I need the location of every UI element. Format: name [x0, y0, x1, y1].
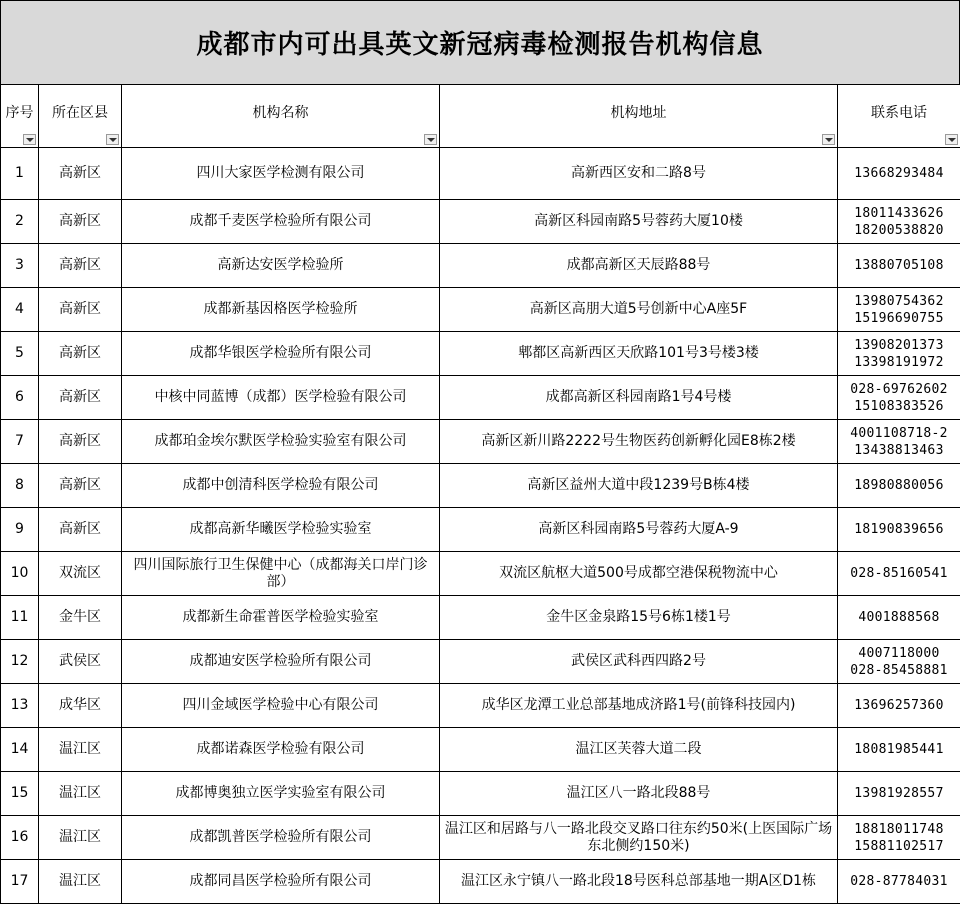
cell-phone[interactable]: [838, 200, 960, 244]
cell-address[interactable]: 高新区新川路2222号生物医药创新孵化园E8栋2楼: [440, 420, 838, 464]
cell-address[interactable]: 高新西区安和二路8号: [440, 148, 838, 200]
cell-phone[interactable]: [838, 332, 960, 376]
cell-seq[interactable]: 1: [1, 148, 39, 200]
table-row: [1, 200, 960, 244]
institution-table: [0, 84, 960, 904]
phone-number: 18011433626: [854, 205, 944, 221]
cell-seq[interactable]: 15: [1, 772, 39, 816]
table-row: [1, 288, 960, 332]
cell-seq[interactable]: 16: [1, 816, 39, 860]
cell-name[interactable]: 成都新基因格医学检验所: [122, 288, 440, 332]
cell-phone[interactable]: [838, 640, 960, 684]
cell-district[interactable]: 温江区: [39, 860, 122, 904]
cell-seq[interactable]: 14: [1, 728, 39, 772]
header-seq-label: 序号: [5, 104, 34, 121]
cell-district[interactable]: 高新区: [39, 464, 122, 508]
phone-number: 13398191972: [854, 354, 944, 370]
cell-address[interactable]: 温江区芙蓉大道二段: [440, 728, 838, 772]
cell-seq[interactable]: 17: [1, 860, 39, 904]
cell-seq[interactable]: 7: [1, 420, 39, 464]
cell-name[interactable]: 成都千麦医学检验所有限公司: [122, 200, 440, 244]
phone-number: 028-69762602: [850, 381, 948, 397]
cell-address[interactable]: 高新区益州大道中段1239号B栋4楼: [440, 464, 838, 508]
cell-address[interactable]: 温江区永宁镇八一路北段18号医科总部基地一期A区D1栋: [440, 860, 838, 904]
table-row: [1, 148, 960, 200]
phone-number: 13981928557: [854, 786, 944, 801]
cell-district[interactable]: 武侯区: [39, 640, 122, 684]
dropdown-filter-icon[interactable]: [822, 134, 835, 145]
cell-phone[interactable]: [838, 148, 960, 200]
phone-number: 15108383526: [854, 398, 944, 414]
table-row: [1, 640, 960, 684]
phone-number: 18980880056: [854, 478, 944, 493]
cell-district[interactable]: 双流区: [39, 552, 122, 596]
cell-address[interactable]: 金牛区金泉路15号6栋1楼1号: [440, 596, 838, 640]
cell-seq[interactable]: 4: [1, 288, 39, 332]
cell-district[interactable]: 高新区: [39, 148, 122, 200]
cell-phone[interactable]: [838, 772, 960, 816]
cell-district[interactable]: 成华区: [39, 684, 122, 728]
header-district: [39, 85, 122, 148]
table-row: [1, 816, 960, 860]
cell-district[interactable]: 温江区: [39, 816, 122, 860]
header-address-label: 机构地址: [610, 104, 667, 121]
cell-seq[interactable]: 12: [1, 640, 39, 684]
cell-phone[interactable]: [838, 420, 960, 464]
phone-number: 18190839656: [854, 522, 944, 537]
cell-name[interactable]: 成都中创清科医学检验有限公司: [122, 464, 440, 508]
phone-number: 18200538820: [854, 222, 944, 238]
cell-phone[interactable]: [838, 596, 960, 640]
cell-name[interactable]: 成都新生命霍普医学检验实验室: [122, 596, 440, 640]
cell-district[interactable]: 高新区: [39, 288, 122, 332]
cell-seq[interactable]: 6: [1, 376, 39, 420]
cell-seq[interactable]: 10: [1, 552, 39, 596]
cell-district[interactable]: 金牛区: [39, 596, 122, 640]
phone-number: 13908201373: [854, 337, 944, 353]
cell-name[interactable]: 四川大家医学检测有限公司: [122, 148, 440, 200]
cell-phone[interactable]: [838, 816, 960, 860]
table-row: [1, 464, 960, 508]
cell-seq[interactable]: 9: [1, 508, 39, 552]
table-row: [1, 772, 960, 816]
table-row: [1, 860, 960, 904]
cell-address[interactable]: 高新区科园南路5号蓉药大厦10楼: [440, 200, 838, 244]
dropdown-filter-icon[interactable]: [23, 134, 36, 145]
cell-address[interactable]: 温江区和居路与八一路北段交叉路口往东约50米(上医国际广场东北侧约150米): [440, 816, 838, 860]
cell-district[interactable]: 温江区: [39, 728, 122, 772]
phone-number: 15881102517: [854, 838, 944, 854]
header-seq: [1, 85, 39, 148]
cell-seq[interactable]: 13: [1, 684, 39, 728]
phone-number: 028-85458881: [850, 662, 948, 678]
phone-number: 18818011748: [854, 821, 944, 837]
cell-name[interactable]: 四川国际旅行卫生保健中心（成都海关口岸门诊部）: [122, 552, 440, 596]
table-row: [1, 376, 960, 420]
cell-phone[interactable]: [838, 728, 960, 772]
cell-phone[interactable]: [838, 244, 960, 288]
cell-address[interactable]: 成都高新区科园南路1号4号楼: [440, 376, 838, 420]
cell-district[interactable]: 高新区: [39, 244, 122, 288]
cell-address[interactable]: 成华区龙潭工业总部基地成济路1号(前锋科技园内): [440, 684, 838, 728]
dropdown-filter-icon[interactable]: [106, 134, 119, 145]
sheet-title: 成都市内可出具英文新冠病毒检测报告机构信息: [0, 0, 960, 85]
phone-number: 13880705108: [854, 258, 944, 273]
cell-name[interactable]: 成都高新华曦医学检验实验室: [122, 508, 440, 552]
cell-address[interactable]: 高新区科园南路5号蓉药大厦A-9: [440, 508, 838, 552]
cell-seq[interactable]: 11: [1, 596, 39, 640]
cell-name[interactable]: 成都迪安医学检验所有限公司: [122, 640, 440, 684]
phone-number: 13438813463: [854, 442, 944, 458]
phone-number: 18081985441: [854, 742, 944, 757]
header-address: [440, 85, 838, 148]
cell-district[interactable]: 高新区: [39, 420, 122, 464]
table-row: [1, 244, 960, 288]
phone-number: 13980754362: [854, 293, 944, 309]
cell-district[interactable]: 高新区: [39, 200, 122, 244]
phone-number: 13668293484: [854, 166, 944, 181]
table-row: [1, 332, 960, 376]
table-body: [1, 148, 960, 904]
cell-name[interactable]: 成都同昌医学检验所有限公司: [122, 860, 440, 904]
phone-number: 4007118000: [858, 645, 940, 661]
header-phone-label: 联系电话: [871, 104, 927, 121]
header-name-label: 机构名称: [252, 104, 309, 121]
cell-phone[interactable]: [838, 376, 960, 420]
cell-district[interactable]: 高新区: [39, 508, 122, 552]
phone-number: 13696257360: [854, 698, 944, 713]
header-district-label: 所在区县: [52, 104, 108, 121]
table-row: [1, 728, 960, 772]
table-row: [1, 684, 960, 728]
table-row: [1, 508, 960, 552]
cell-phone[interactable]: [838, 860, 960, 904]
cell-name[interactable]: 四川金域医学检验中心有限公司: [122, 684, 440, 728]
cell-phone[interactable]: [838, 464, 960, 508]
cell-seq[interactable]: 5: [1, 332, 39, 376]
cell-address[interactable]: 温江区八一路北段88号: [440, 772, 838, 816]
cell-address[interactable]: 成都高新区天辰路88号: [440, 244, 838, 288]
cell-district[interactable]: 高新区: [39, 332, 122, 376]
cell-district[interactable]: 高新区: [39, 376, 122, 420]
table-row: [1, 596, 960, 640]
cell-phone[interactable]: [838, 684, 960, 728]
cell-phone[interactable]: [838, 508, 960, 552]
table-row: [1, 552, 960, 596]
cell-name[interactable]: 高新达安医学检验所: [122, 244, 440, 288]
header-phone: [838, 85, 960, 148]
table-row: [1, 420, 960, 464]
cell-name[interactable]: 成都凯普医学检验所有限公司: [122, 816, 440, 860]
cell-seq[interactable]: 2: [1, 200, 39, 244]
cell-address[interactable]: 武侯区武科西四路2号: [440, 640, 838, 684]
cell-address[interactable]: 双流区航枢大道500号成都空港保税物流中心: [440, 552, 838, 596]
dropdown-filter-icon[interactable]: [945, 134, 958, 145]
cell-phone[interactable]: [838, 552, 960, 596]
cell-name[interactable]: 中核中同蓝博（成都）医学检验有限公司: [122, 376, 440, 420]
header-row: [1, 85, 960, 148]
cell-seq[interactable]: 8: [1, 464, 39, 508]
cell-name[interactable]: 成都博奥独立医学实验室有限公司: [122, 772, 440, 816]
phone-number: 4001108718-2: [850, 425, 948, 441]
cell-seq[interactable]: 3: [1, 244, 39, 288]
header-name: [122, 85, 440, 148]
phone-number: 028-87784031: [850, 874, 948, 889]
cell-district[interactable]: 温江区: [39, 772, 122, 816]
cell-name[interactable]: 成都诺森医学检验有限公司: [122, 728, 440, 772]
cell-name[interactable]: 成都珀金埃尔默医学检验实验室有限公司: [122, 420, 440, 464]
cell-address[interactable]: 郫都区高新西区天欣路101号3号楼3楼: [440, 332, 838, 376]
phone-number: 4001888568: [858, 610, 940, 625]
dropdown-filter-icon[interactable]: [424, 134, 437, 145]
phone-number: 028-85160541: [850, 566, 948, 581]
cell-phone[interactable]: [838, 288, 960, 332]
cell-name[interactable]: 成都华银医学检验所有限公司: [122, 332, 440, 376]
phone-number: 15196690755: [854, 310, 944, 326]
cell-address[interactable]: 高新区高朋大道5号创新中心A座5F: [440, 288, 838, 332]
